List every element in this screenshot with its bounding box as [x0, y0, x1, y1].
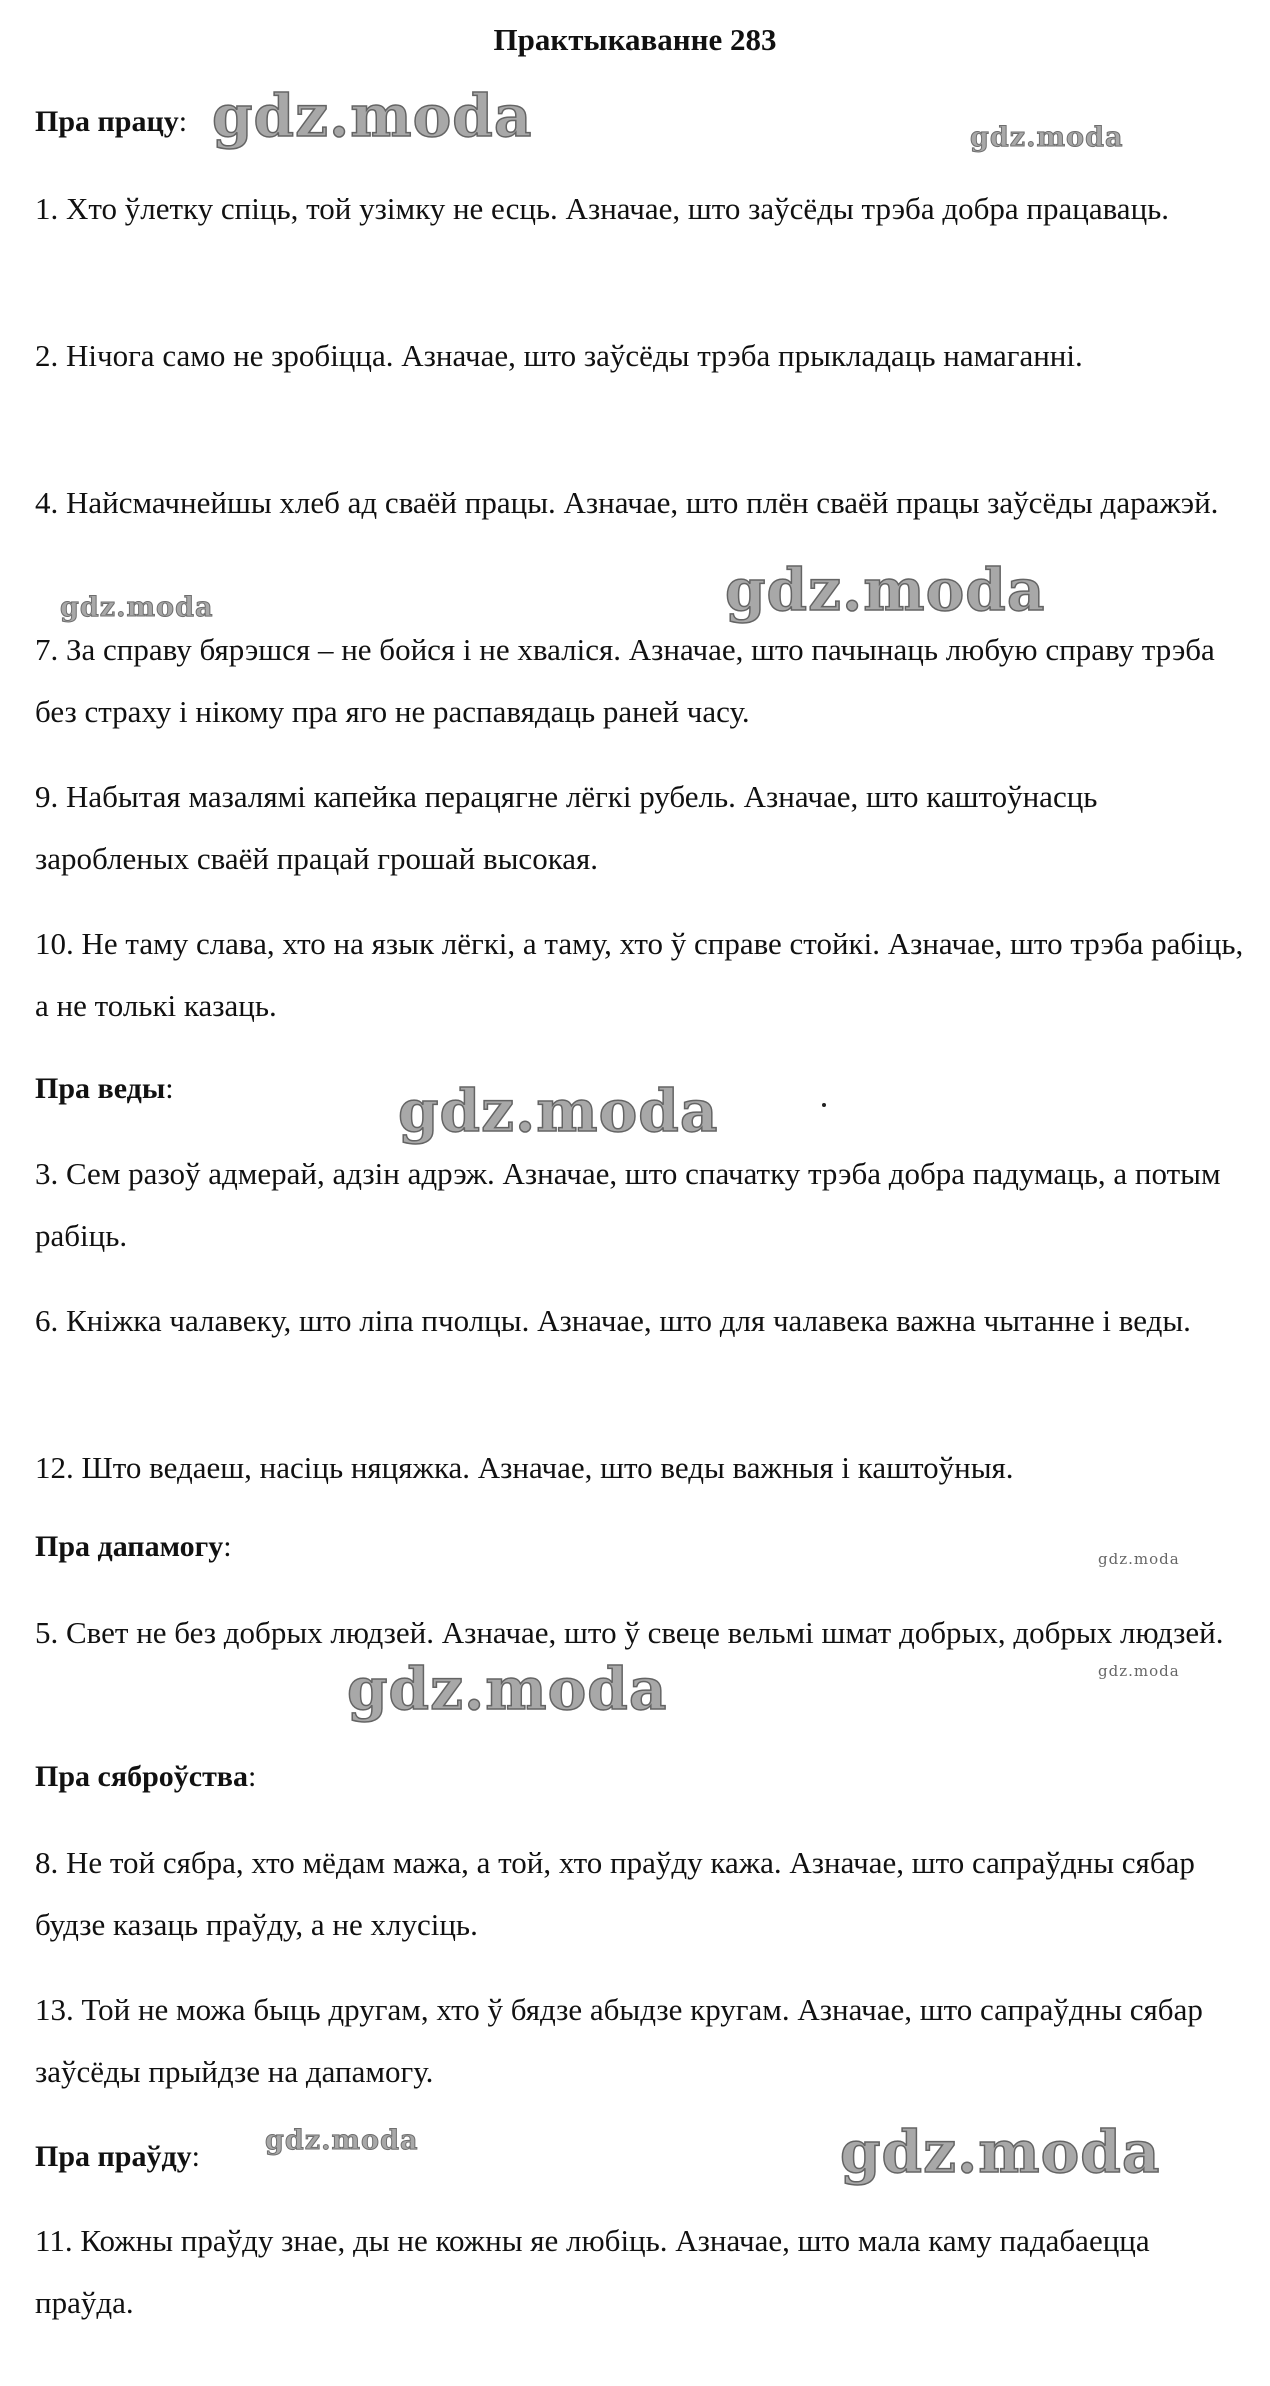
proverb-item: 2. Нічога само не зробіцца. Азначае, што заўсёды трэба прыкладаць намаганні.: [35, 338, 1083, 373]
proverb-item: 9. Набытая мазалямі капейка перацягне лёгкі рубель. Азначае, што каштоўнасць заробленых сваёй працай грошай высокая.: [35, 779, 1098, 876]
proverb-item: 4. Найсмачнейшы хлеб ад сваёй працы. Азначае, што плён сваёй працы заўсёды даражэй.: [35, 485, 1219, 520]
watermark-logo: gdz.moda: [212, 82, 533, 150]
section-heading-help: Пра дапамогу:: [35, 1530, 232, 1563]
section-heading-work: Пра працу:: [35, 105, 188, 138]
watermark-logo: gdz.moda: [265, 2125, 419, 2156]
page-title: Практыкаванне 283: [493, 22, 777, 57]
proverb-item: 11. Кожны праўду знае, ды не кожны яе любіць. Азначае, што мала каму падабаецца праўда.: [35, 2223, 1150, 2320]
section-heading-label: Пра веды: [35, 1072, 166, 1105]
proverb-item: 6. Кніжка чалавеку, што ліпа пчолцы. Азначае, што для чалавека важна чытанне і веды.: [35, 1303, 1191, 1338]
proverb-item: 10. Не таму слава, хто на язык лёгкі, а таму, хто ў справе стойкі. Азначае, што трэба рабіць, а не толькі казаць.: [35, 926, 1244, 1023]
watermark-logo: gdz.moda: [970, 122, 1124, 153]
proverb-item: 13. Той не можа быць другам, хто ў бядзе абыдзе кругам. Азначае, што сапраўдны сябар заўсёды прыйдзе на дапамогу.: [35, 1992, 1203, 2089]
proverb-item: 7. За справу бярэшся – не бойся і не хваліся. Азначае, што пачынаць любую справу трэба без страху і нікому пра яго не распавядаць раней часу.: [35, 632, 1215, 729]
section-heading-label: Пра сяброўства: [35, 1760, 249, 1793]
section-heading-knowledge: Пра веды:: [35, 1072, 174, 1105]
watermark-logo: gdz.moda: [840, 2118, 1161, 2186]
watermark-logo: gdz.moda: [347, 1655, 668, 1723]
watermark-logo: gdz.moda: [1098, 1662, 1180, 1680]
watermark-logo: gdz.moda: [1098, 1550, 1180, 1568]
proverb-item: 1. Хто ўлетку спіць, той узімку не есць. Азначае, што заўсёды трэба добра працаваць.: [35, 191, 1170, 226]
proverb-item: 12. Што ведаеш, насіць няцяжка. Азначае, што веды важныя і каштоўныя.: [35, 1450, 1014, 1485]
section-heading-label: Пра працу: [35, 105, 179, 138]
stray-dot: [822, 1103, 826, 1107]
watermark-logo: gdz.moda: [398, 1077, 719, 1145]
section-heading-label: Пра дапамогу: [35, 1530, 224, 1563]
watermark-logo: gdz.moda: [725, 556, 1046, 624]
section-heading-truth: Пра праўду:: [35, 2140, 201, 2173]
watermark-logo: gdz.moda: [60, 592, 214, 623]
section-heading-friendship: Пра сяброўства:: [35, 1760, 257, 1793]
proverb-item: 3. Сем разоў адмерай, адзін адрэж. Азначае, што спачатку трэба добра падумаць, а потым рабіць.: [35, 1156, 1221, 1253]
section-heading-label: Пра праўду: [35, 2140, 192, 2173]
proverb-item: 5. Свет не без добрых людзей. Азначае, што ў свеце вельмі шмат добрых, добрых людзей.: [35, 1615, 1224, 1650]
proverb-item: 8. Не той сябра, хто мёдам мажа, а той, хто праўду кажа. Азначае, што сапраўдны сябар будзе казаць праўду, а не хлусіць.: [35, 1845, 1195, 1942]
